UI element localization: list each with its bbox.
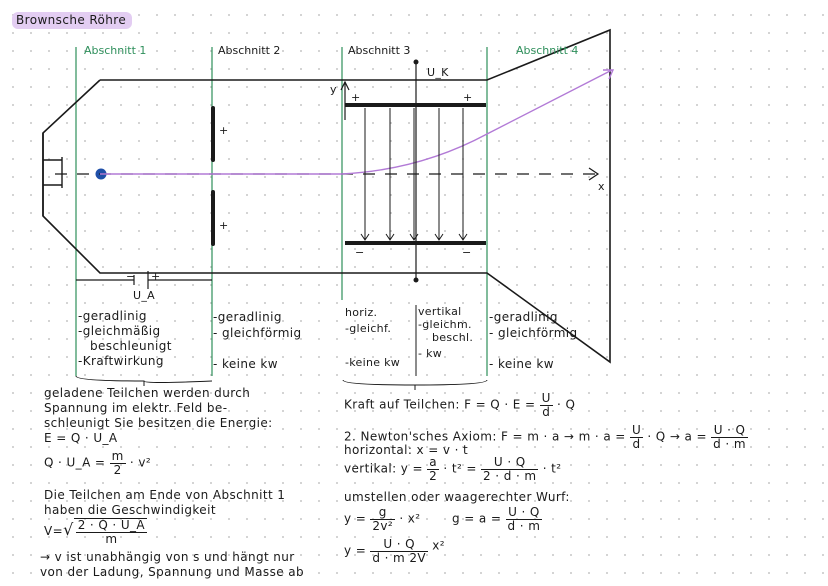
- equation-kinetic: Q · U_A = $\frac{m}{2}$ · v²: [44, 449, 152, 477]
- notes-section-4: [489, 309, 578, 372]
- page-title: Brownsche Röhre: [12, 12, 132, 29]
- anode-top-plus: +: [219, 124, 229, 137]
- uk-label: U_K: [427, 66, 449, 79]
- note-line: - gleichförmig: [489, 326, 578, 340]
- note-line: beschleunigt: [90, 339, 172, 353]
- text-line: Die Teilchen am Ende von Abschnitt 1: [44, 488, 286, 502]
- anode-bottom-plus: +: [219, 219, 229, 232]
- equation-y1: y = $\frac{g}{\text{2v²}}$ · x²: [344, 505, 421, 533]
- equation-g: g = a = $\frac{U \cdot Q}{d \cdot m}$: [452, 505, 541, 533]
- text-line: von der Ladung, Spannung und Masse ab: [40, 565, 304, 579]
- notes-section-3-left: [345, 305, 400, 371]
- notes-section-3-right: [418, 305, 473, 360]
- left-paragraph-1: [44, 386, 273, 446]
- equation-force: Kraft auf Teilchen: F = Q · E = $\frac{U}{d}$ · Q: [344, 391, 576, 419]
- equation-horizontal: horizontal: x = v · t: [344, 443, 469, 457]
- x-axis-label: x: [598, 180, 605, 193]
- plate-bottom-minus-right: −: [462, 246, 472, 259]
- notes-section-1: [78, 309, 172, 369]
- battery-plus: +: [151, 270, 161, 283]
- text-line: Spannung im elektr. Feld be-: [44, 401, 228, 415]
- battery-minus: −: [126, 270, 136, 283]
- equation-newton: 2. Newton'sches Axiom: F = m · a → m · a = $\frac{U}{d}$ · Q → a = $\frac{U \cdot Q}{d \cdot m}$: [344, 423, 746, 451]
- note-line: -geradlinig: [78, 309, 147, 323]
- plate-top-plus-left: +: [351, 91, 361, 104]
- notes-section-2: [213, 309, 302, 372]
- section-label-3: Abschnitt 3: [348, 44, 411, 57]
- equation-y2: y = $\frac{U \cdot Q}{d \cdot m 2V}$ x²: [344, 537, 445, 565]
- note-line: horiz.: [345, 306, 378, 319]
- note-line: beschl.: [432, 331, 474, 344]
- equation-vertical: vertikal: y = $\frac{a}{2}$ · t² = $\frac{U \cdot Q}{2 \cdot d \cdot m}$ · t²: [344, 455, 562, 483]
- plate-bottom-minus-left: −: [355, 246, 365, 259]
- electron-beam: [100, 70, 612, 174]
- note-line: vertikal: [418, 305, 462, 318]
- note-line: - kw: [418, 347, 443, 360]
- brace-section-3: [343, 380, 487, 390]
- equation-energy: E = Q · U_A: [44, 431, 118, 445]
- section-label-1: Abschnitt 1: [84, 44, 147, 57]
- text-line: schleunigt Sie besitzen die Energie:: [44, 416, 273, 430]
- section-label-2: Abschnitt 2: [218, 44, 281, 57]
- note-line: -geradlinig: [489, 310, 558, 324]
- plate-top-plus-right: +: [463, 91, 473, 104]
- note-line: - keine kw: [213, 357, 278, 371]
- note-line: - keine kw: [489, 357, 554, 371]
- text-umstellen: umstellen oder waagerechter Wurf:: [344, 490, 570, 504]
- cathode: [43, 157, 62, 188]
- note-line: -keine kw: [345, 356, 401, 369]
- text-line: geladene Teilchen werden durch: [44, 386, 251, 400]
- text-line: → v ist unabhängig von s und hängt nur: [40, 550, 295, 564]
- ua-label: U_A: [133, 289, 155, 302]
- note-line: -gleichmäßig: [78, 324, 161, 338]
- y-axis-label: y: [330, 83, 337, 96]
- note-line: -gleichm.: [418, 318, 472, 331]
- note-line: -gleichf.: [345, 322, 392, 335]
- equation-velocity: V=√ $\frac{2 \cdot Q \cdot U\_A}{m}$: [44, 518, 146, 546]
- left-paragraph-3: [40, 550, 304, 580]
- brace-section-1: [76, 376, 212, 386]
- note-line: -Kraftwirkung: [78, 354, 164, 368]
- note-line: -geradlinig: [213, 310, 282, 324]
- text-line: haben die Geschwindigkeit: [44, 503, 216, 517]
- note-line: - gleichförmig: [213, 326, 302, 340]
- section-label-4: Abschnitt 4: [516, 44, 579, 57]
- left-paragraph-2: [44, 488, 285, 518]
